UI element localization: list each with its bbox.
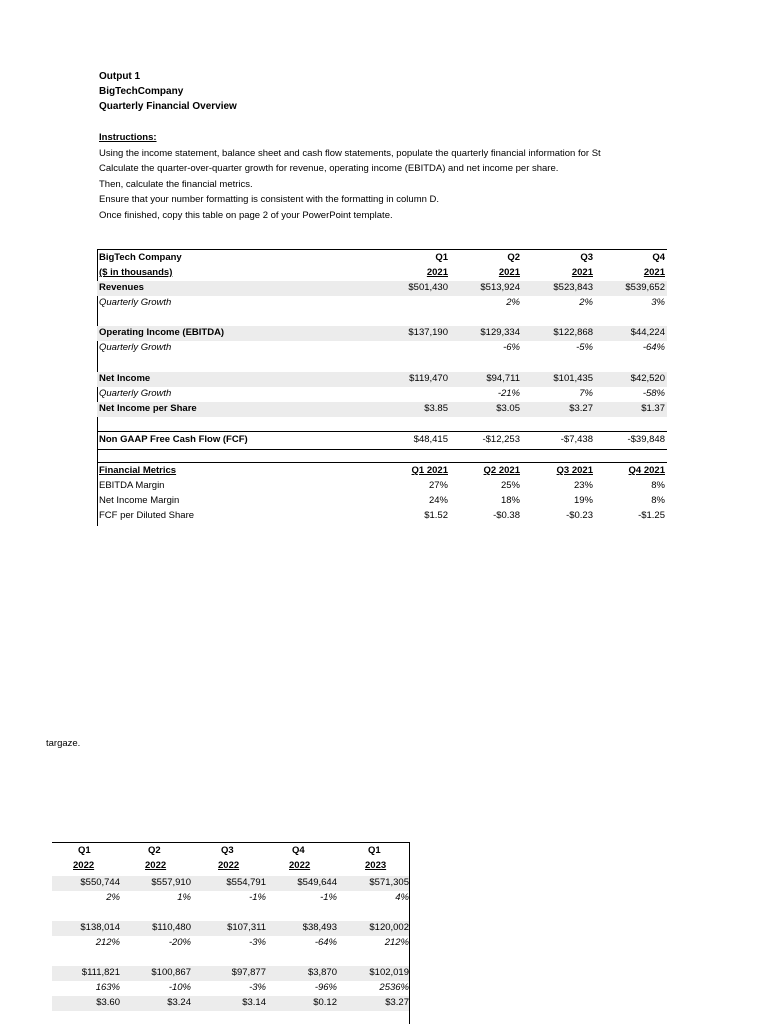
spill-ebitda-row <box>52 921 409 936</box>
report-title: Quarterly Financial Overview <box>99 101 237 112</box>
ebitda-value: $129,334 <box>480 327 520 338</box>
spill-growth-value: -64% <box>314 937 337 948</box>
spill-fragment-text: targaze. <box>46 738 81 749</box>
year-header: 2021 <box>571 267 593 278</box>
fcf-row <box>97 433 667 448</box>
nips-label: Net Income per Share <box>99 403 197 414</box>
growth-value: 2% <box>579 297 593 308</box>
units-label: ($ in thousands) <box>99 267 173 278</box>
spill-growth-value: 2536% <box>379 982 409 993</box>
spill-growth-value: 212% <box>95 937 120 948</box>
metric-value: -$0.38 <box>493 510 520 521</box>
spill-ebitda-value: $120,002 <box>369 922 409 933</box>
instruction-line: Then, calculate the financial metrics. <box>99 178 253 190</box>
metric-value: 27% <box>428 480 448 491</box>
spill-quarter: Q2 <box>148 845 161 856</box>
spill-nips-value: $3.27 <box>385 997 409 1008</box>
spill-year: 2022 <box>145 860 167 871</box>
revenue-value: $523,843 <box>553 282 593 293</box>
metrics-title: Financial Metrics <box>99 465 177 476</box>
fcf-top-rule <box>97 431 667 432</box>
quarter-header: Q2 <box>507 252 520 263</box>
net-income-value: $42,520 <box>630 373 665 384</box>
growth-value: 2% <box>506 297 520 308</box>
nips-value: $1.37 <box>641 403 665 414</box>
ebitda-margin-label: EBITDA Margin <box>99 480 165 491</box>
metric-value: 18% <box>500 495 520 506</box>
net-income-value: $94,711 <box>486 373 520 384</box>
spill-growth-value: -1% <box>249 892 266 903</box>
metric-value: 23% <box>573 480 593 491</box>
output-label: Output 1 <box>99 71 141 82</box>
revenue-value: $501,430 <box>408 282 448 293</box>
metrics-header: Q1 2021 <box>411 465 448 476</box>
instruction-line: Once finished, copy this table on page 2 of your PowerPoint template. <box>99 209 393 221</box>
fcf-value: -$7,438 <box>560 434 593 445</box>
table-header-quarter-row <box>97 251 667 266</box>
year-header: 2021 <box>643 267 665 278</box>
spill-ebitda-value: $107,311 <box>227 922 266 933</box>
fcf-value: -$39,848 <box>627 434 665 445</box>
spill-quarter: Q4 <box>292 845 305 856</box>
spill-ebitda-value: $110,480 <box>152 922 191 933</box>
spill-growth-value: 1% <box>177 892 191 903</box>
fcf-share-row <box>97 509 667 524</box>
ni-margin-row <box>97 494 667 509</box>
spill-revenue-growth-row <box>52 891 409 906</box>
ebitda-value: $122,868 <box>553 327 593 338</box>
spill-ebitda-growth-row <box>52 936 409 951</box>
spill-nips-value: $3.24 <box>167 997 191 1008</box>
year-header: 2021 <box>498 267 520 278</box>
spill-net-income-value: $111,821 <box>81 967 120 978</box>
table-top-rule <box>97 249 667 250</box>
spill-year-row <box>52 859 409 874</box>
spill-net-income-value: $102,019 <box>369 967 409 978</box>
spill-revenue-value: $549,644 <box>297 877 337 888</box>
metrics-header-row <box>97 464 667 479</box>
spill-nips-value: $3.14 <box>242 997 266 1008</box>
spill-quarter: Q3 <box>221 845 234 856</box>
spill-ebitda-value: $38,493 <box>302 922 337 933</box>
revenue-growth-row <box>97 296 667 311</box>
growth-value: -5% <box>576 342 593 353</box>
spill-revenue-value: $554,791 <box>226 877 266 888</box>
company-name: BigTechCompany <box>99 86 184 97</box>
spill-growth-value: -20% <box>168 937 191 948</box>
quarter-header: Q4 <box>652 252 665 263</box>
company-label: BigTech Company <box>99 252 182 263</box>
ebitda-margin-row <box>97 479 667 494</box>
ebitda-value: $44,224 <box>630 327 665 338</box>
spill-revenue-value: $557,910 <box>151 877 191 888</box>
spill-year: 2023 <box>365 860 387 871</box>
metric-value: 24% <box>428 495 448 506</box>
report-header <box>99 69 237 114</box>
year-header: 2021 <box>426 267 448 278</box>
fcf-bottom-rule <box>97 449 667 450</box>
metrics-header: Q3 2021 <box>556 465 593 476</box>
growth-value: -21% <box>497 388 520 399</box>
metrics-top-rule <box>97 462 667 463</box>
spill-quarter: Q1 <box>368 845 381 856</box>
growth-value: -6% <box>503 342 520 353</box>
spill-right-rule <box>409 842 410 1024</box>
growth-value: -58% <box>642 388 665 399</box>
net-income-value: $119,470 <box>409 373 448 384</box>
spill-growth-value: 2% <box>106 892 120 903</box>
growth-label: Quarterly Growth <box>99 388 172 399</box>
net-income-growth-row <box>97 387 667 402</box>
spill-quarter: Q1 <box>78 845 91 856</box>
spill-year: 2022 <box>289 860 311 871</box>
metric-value: -$1.25 <box>638 510 665 521</box>
growth-value: -64% <box>642 342 665 353</box>
table-header-year-row <box>97 266 667 281</box>
quarter-header: Q3 <box>580 252 593 263</box>
instructions-title: Instructions: <box>99 132 157 143</box>
growth-label: Quarterly Growth <box>99 342 172 353</box>
spill-nips-value: $0.12 <box>313 997 337 1008</box>
spill-growth-value: -10% <box>168 982 191 993</box>
nips-value: $3.27 <box>569 403 593 414</box>
nips-value: $3.85 <box>424 403 448 414</box>
spill-growth-value: -1% <box>320 892 337 903</box>
spill-quarter-row <box>52 844 409 859</box>
growth-label: Quarterly Growth <box>99 297 172 308</box>
spill-net-income-value: $3,870 <box>307 967 337 978</box>
metrics-header: Q2 2021 <box>483 465 520 476</box>
spill-revenue-value: $571,305 <box>369 877 409 888</box>
ebitda-growth-row <box>97 341 667 356</box>
instructions-block <box>99 130 601 223</box>
spill-growth-value: 212% <box>384 937 409 948</box>
nips-value: $3.05 <box>496 403 520 414</box>
fcf-share-label: FCF per Diluted Share <box>99 510 195 521</box>
spill-revenue-value: $550,744 <box>80 877 120 888</box>
spill-growth-value: 4% <box>395 892 409 903</box>
ni-margin-label: Net Income Margin <box>99 495 180 506</box>
instruction-line: Using the income statement, balance sheet and cash flow statements, populate the quarterly financial information for St <box>99 147 601 159</box>
spill-top-rule <box>52 842 410 843</box>
nips-row <box>97 402 667 417</box>
spill-year: 2022 <box>218 860 240 871</box>
metric-value: 19% <box>573 495 593 506</box>
metric-value: $1.52 <box>424 510 448 521</box>
instruction-line: Ensure that your number formatting is consistent with the formatting in column D. <box>99 194 440 205</box>
instruction-line: Calculate the quarter-over-quarter growth for revenue, operating income (EBITDA) and net income per share. <box>99 163 559 174</box>
spill-net-income-value: $100,867 <box>151 967 191 978</box>
metrics-header: Q4 2021 <box>628 465 665 476</box>
revenues-label: Revenues <box>99 282 144 293</box>
spill-net-income-value: $97,877 <box>231 967 266 978</box>
growth-value: 3% <box>651 297 665 308</box>
metric-value: 25% <box>500 480 520 491</box>
revenue-value: $513,924 <box>480 282 520 293</box>
ebitda-value: $137,190 <box>408 327 448 338</box>
spill-revenues-row <box>52 876 409 891</box>
ebitda-row <box>97 326 667 341</box>
net-income-label: Net Income <box>99 373 151 384</box>
spill-net-income-row <box>52 966 409 981</box>
metric-value: 8% <box>651 480 665 491</box>
revenue-value: $539,652 <box>625 282 665 293</box>
spill-nips-value: $3.60 <box>96 997 120 1008</box>
metric-value: -$0.23 <box>566 510 593 521</box>
spill-growth-value: -3% <box>249 982 266 993</box>
metric-value: 8% <box>651 495 665 506</box>
fcf-label: Non GAAP Free Cash Flow (FCF) <box>99 434 248 445</box>
ebitda-label: Operating Income (EBITDA) <box>99 327 225 338</box>
net-income-value: $101,435 <box>553 373 593 384</box>
spill-year: 2022 <box>73 860 95 871</box>
revenues-row <box>97 281 667 296</box>
spill-ni-growth-row <box>52 981 409 996</box>
spill-growth-value: -96% <box>314 982 337 993</box>
net-income-row <box>97 372 667 387</box>
growth-value: 7% <box>579 388 593 399</box>
quarter-header: Q1 <box>435 252 448 263</box>
spill-nips-row <box>52 996 409 1011</box>
fcf-value: $48,415 <box>413 434 448 445</box>
spill-ebitda-value: $138,014 <box>80 922 120 933</box>
spill-growth-value: 163% <box>95 982 120 993</box>
fcf-value: -$12,253 <box>482 434 520 445</box>
spill-growth-value: -3% <box>249 937 266 948</box>
